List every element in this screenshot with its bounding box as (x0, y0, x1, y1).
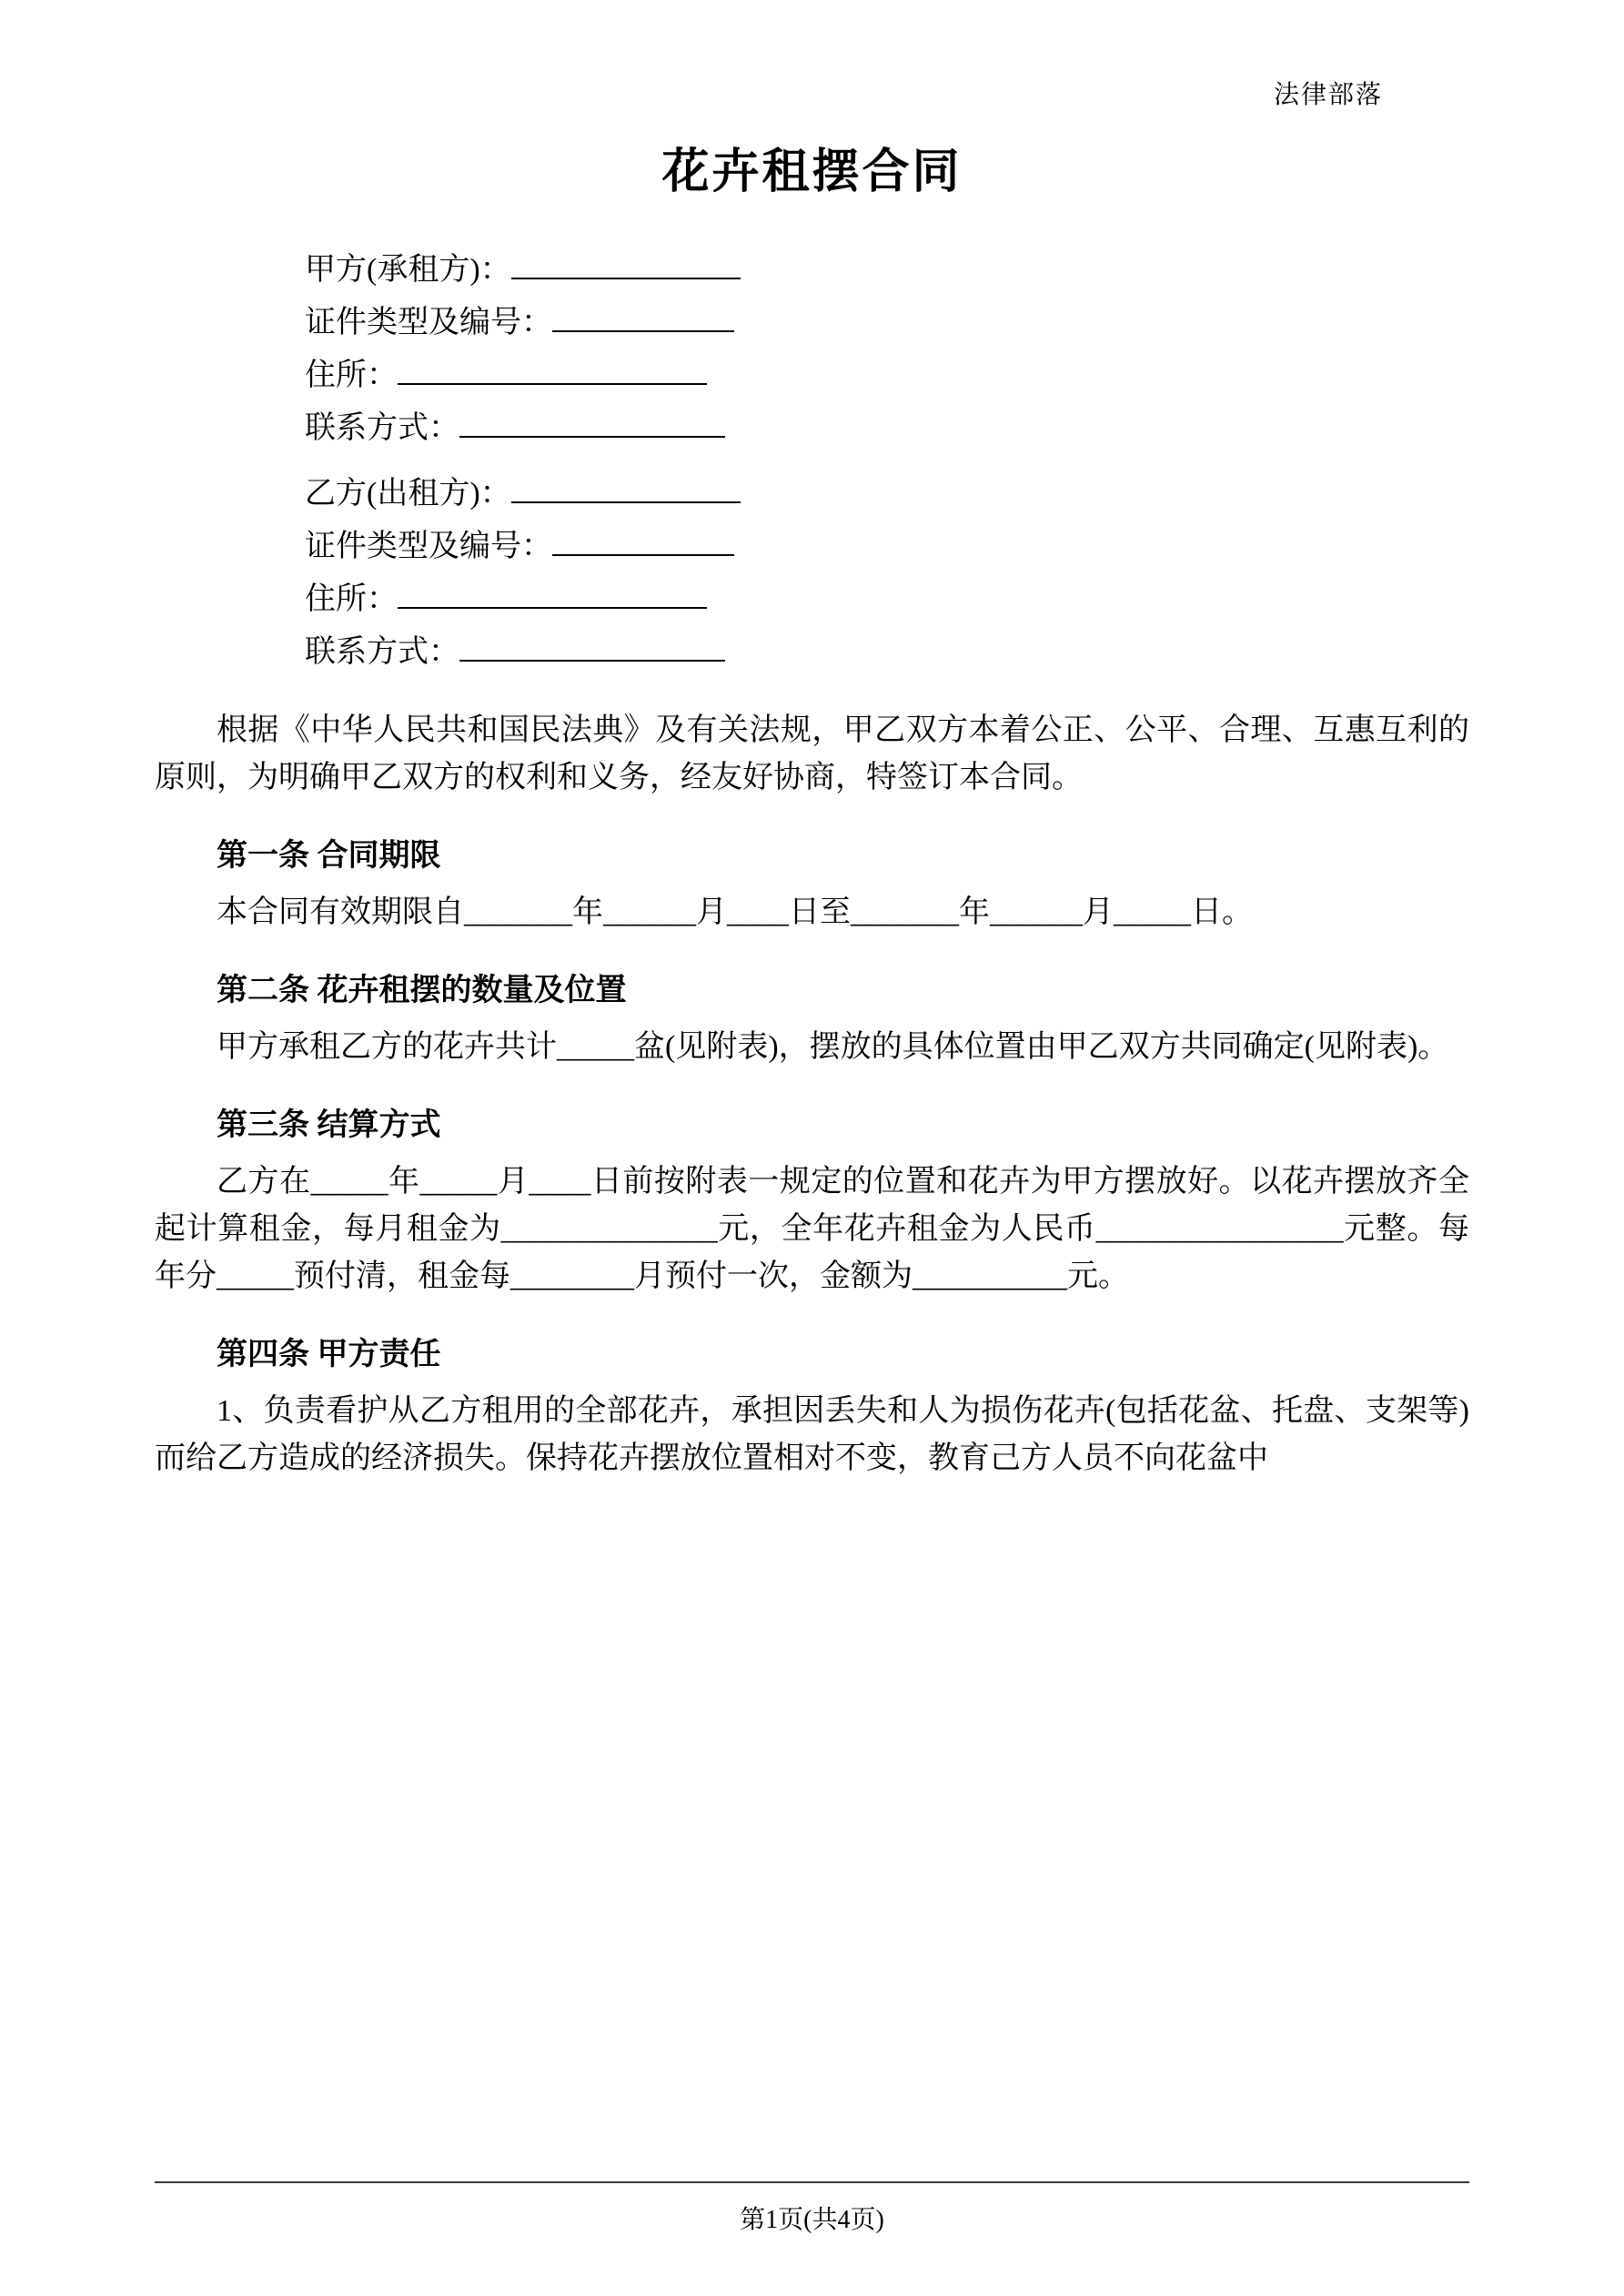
article-4-section (155, 1335, 1469, 1482)
party-a-address-blank-line (398, 356, 707, 385)
party-a-id-label: 证件类型及编号： (305, 306, 552, 339)
party-a-section (305, 250, 1469, 447)
article-2-heading: 第二条 花卉租摆的数量及位置 (217, 974, 627, 1007)
article-4-paragraph: 1、负责看护从乙方租用的全部花卉，承担因丢失和人为损伤花卉(包括花盆、托盘、支架等)而给乙方造成的经济损失。保持花卉摆放位置相对不变，教育己方人员不向花盆中 (155, 1394, 1469, 1475)
parties-section (155, 250, 1469, 671)
party-b-address-blank-line (398, 580, 707, 609)
article-3-paragraph: 乙方在_____年_____月____日前按附表一规定的位置和花卉为甲方摆放好。以花卉摆放齐全起计算租金，每月租金为______________元，全年花卉租金为人民币________________元整。每年分_____预付清，租金每________月预付一次，金额为__________元。 (155, 1165, 1469, 1293)
field-row-party-a-address (305, 356, 1469, 394)
party-b-id-label: 证件类型及编号： (305, 530, 552, 563)
party-b-name-blank-line (511, 474, 741, 503)
field-row-party-b-address (305, 580, 1469, 618)
article-2-paragraph: 甲方承租乙方的花卉共计_____盆(见附表)，摆放的具体位置由甲乙双方共同确定(见附表)。 (217, 1030, 1449, 1064)
article-3-section (155, 1106, 1469, 1300)
field-row-party-b-id (305, 527, 1469, 565)
party-b-name-label: 乙方(出租方)： (305, 477, 511, 511)
preamble-paragraph: 根据《中华人民共和国民法典》及有关法规，甲乙双方本着公正、公平、合理、互惠互利的原则，为明确甲乙双方的权利和义务，经友好协商，特签订本合同。 (155, 713, 1469, 794)
field-row-party-b-contact (305, 632, 1469, 671)
document-body (0, 250, 1624, 1482)
site-watermark: 法律部落 (1273, 81, 1383, 109)
party-b-id-blank-line (552, 527, 734, 556)
document-title: 花卉租摆合同 (661, 147, 963, 198)
party-a-contact-label: 联系方式： (305, 411, 459, 445)
party-a-id-blank-line (552, 303, 734, 332)
party-b-section (305, 474, 1469, 671)
party-a-name-blank-line (511, 250, 741, 279)
article-3-heading: 第三条 结算方式 (217, 1108, 441, 1142)
party-a-address-label: 住所： (305, 359, 398, 392)
party-b-contact-blank-line (459, 632, 725, 662)
article-4-heading: 第四条 甲方责任 (217, 1338, 441, 1371)
page-footer (155, 2181, 1469, 2236)
field-row-party-a-id (305, 303, 1469, 341)
article-1-heading: 第一条 合同期限 (217, 839, 441, 873)
page-number: 第1页(共4页) (740, 2206, 884, 2234)
party-a-contact-blank-line (459, 409, 725, 438)
article-1-section (155, 836, 1469, 936)
party-a-name-label: 甲方(承租方)： (305, 253, 511, 287)
article-2-section (155, 971, 1469, 1071)
field-row-party-a-name (305, 250, 1469, 288)
field-row-party-a-contact (305, 409, 1469, 447)
article-1-paragraph: 本合同有效期限自_______年______月____日至_______年______月_____日。 (217, 895, 1253, 929)
party-b-address-label: 住所： (305, 582, 398, 616)
field-row-party-b-name (305, 474, 1469, 512)
party-b-contact-label: 联系方式： (305, 635, 459, 669)
